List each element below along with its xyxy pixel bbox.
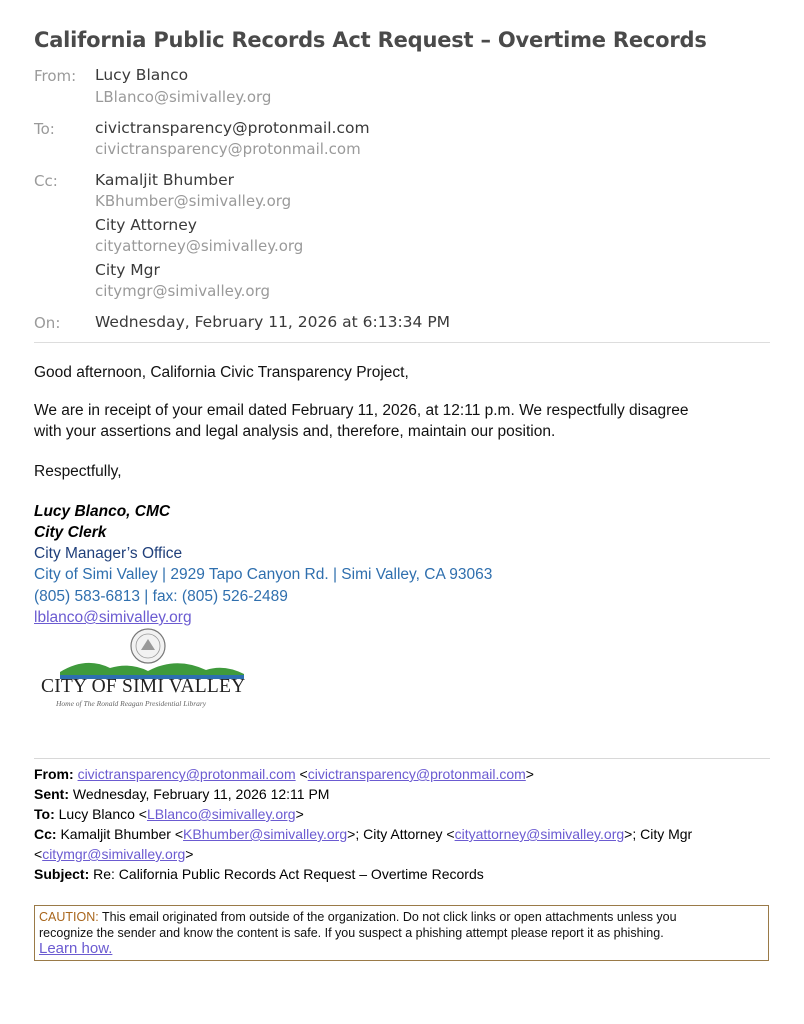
from-email[interactable]: LBlanco@simivalley.org [95, 88, 272, 106]
fwd-to-label: To: [34, 806, 55, 822]
fwd-subject: Re: California Public Records Act Request – Overtime Records [93, 866, 484, 882]
fwd-cc-link[interactable]: cityattorney@simivalley.org [454, 826, 625, 842]
signature-address: City of Simi Valley | 2929 Tapo Canyon Rd. | Simi Valley, CA 93063 [34, 566, 493, 583]
caution-text: This email originated from outside of the organization. Do not click links or open attachments unless you [98, 910, 677, 924]
fwd-from-label: From: [34, 766, 74, 782]
signature-email-link[interactable]: lblanco@simivalley.org [34, 609, 192, 626]
fwd-to-line: To: Lucy Blanco <LBlanco@simivalley.org> [34, 806, 304, 822]
on-label: On: [34, 314, 61, 332]
fwd-cc-line: Cc: Kamaljit Bhumber <KBhumber@simivalley.org>; City Attorney <cityattorney@simivalley.org>; City Mgr [34, 826, 693, 842]
fwd-cc-link[interactable]: KBhumber@simivalley.org [183, 826, 348, 842]
fwd-cc-line-2: <citymgr@simivalley.org> [34, 846, 194, 862]
signature-title: City Clerk [34, 524, 107, 541]
fwd-from-text[interactable]: civictransparency@protonmail.com [77, 766, 296, 782]
cc-email[interactable]: KBhumber@simivalley.org [95, 192, 292, 210]
caution-text: recognize the sender and know the content is safe. If you suspect a phishing attempt please report it as phishing. [39, 926, 664, 940]
fwd-cc-link[interactable]: citymgr@simivalley.org [42, 846, 186, 862]
body-paragraph-line: with your assertions and legal analysis and, therefore, maintain our position. [34, 423, 556, 440]
from-name[interactable]: Lucy Blanco [95, 66, 189, 84]
fwd-sent-line [34, 786, 329, 802]
signature-phone: (805) 583-6813 | fax: (805) 526-2489 [34, 588, 288, 605]
logo-tagline: Home of The Ronald Reagan Presidential Library [56, 699, 207, 708]
greeting: Good afternoon, California Civic Transparency Project, [34, 364, 409, 381]
cc-name[interactable]: Kamaljit Bhumber [95, 171, 235, 189]
signature-name: Lucy Blanco, CMC [34, 503, 171, 520]
forward-divider [34, 758, 770, 759]
header-divider [34, 342, 770, 343]
fwd-sent-label: Sent: [34, 786, 69, 802]
fwd-subject-label: Subject: [34, 866, 90, 882]
fwd-from-link[interactable]: civictransparency@protonmail.com [307, 766, 526, 782]
to-name[interactable]: civictransparency@protonmail.com [95, 119, 370, 137]
body-paragraph-line: We are in receipt of your email dated February 11, 2026, at 12:11 p.m. We respectfully disagree [34, 402, 689, 419]
fwd-sent-date: Wednesday, February 11, 2026 12:11 PM [72, 786, 330, 802]
fwd-cc-name: City Attorney [363, 826, 443, 842]
sent-date: Wednesday, February 11, 2026 at 6:13:34 PM [95, 313, 451, 331]
city-logo [38, 626, 260, 714]
cc-name[interactable]: City Attorney [95, 216, 197, 234]
to-label: To: [34, 120, 55, 138]
cc-email[interactable]: citymgr@simivalley.org [95, 282, 270, 300]
signature-dept: City Manager’s Office [34, 545, 183, 562]
to-email[interactable]: civictransparency@protonmail.com [95, 140, 361, 158]
cc-label: Cc: [34, 172, 58, 190]
fwd-cc-name: Kamaljit Bhumber [60, 826, 171, 842]
closing: Respectfully, [34, 463, 122, 480]
fwd-cc-name: City Mgr [640, 826, 693, 842]
email-subject: California Public Records Act Request – Overtime Records [34, 28, 707, 52]
caution-label: CAUTION: [39, 910, 99, 924]
fwd-cc-label: Cc: [34, 826, 57, 842]
learn-how-link[interactable]: Learn how. [39, 940, 113, 957]
fwd-subject-line [34, 866, 484, 882]
fwd-to-link[interactable]: LBlanco@simivalley.org [146, 806, 296, 822]
from-label: From: [34, 67, 77, 85]
cc-email[interactable]: cityattorney@simivalley.org [95, 237, 304, 255]
caution-banner [34, 905, 769, 961]
fwd-from-line: From: civictransparency@protonmail.com <civictransparency@protonmail.com> [34, 766, 534, 782]
fwd-to-name: Lucy Blanco [58, 806, 135, 822]
logo-title: CITY OF SIMI VALLEY [41, 676, 246, 697]
cc-name[interactable]: City Mgr [95, 261, 160, 279]
